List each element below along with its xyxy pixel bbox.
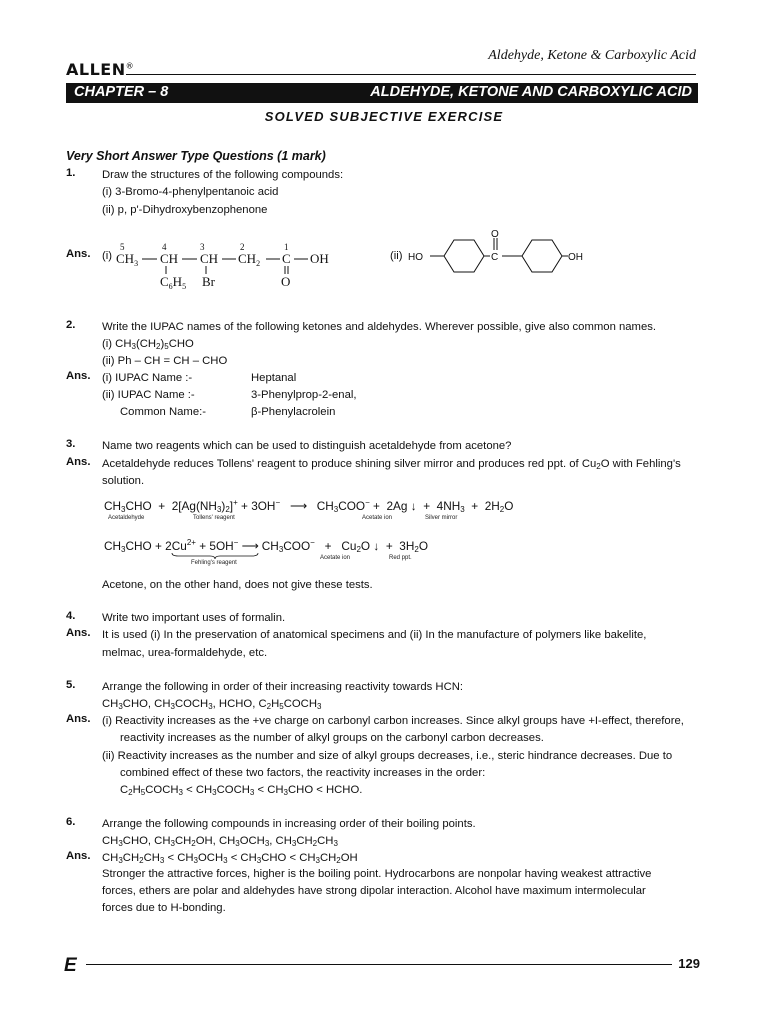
q6-number: 6. — [66, 816, 76, 828]
structure-dihydroxybenzophenone — [408, 228, 588, 286]
label-acetate-ion-2: Acetate ion — [320, 555, 351, 561]
footer-letter: E — [64, 955, 77, 976]
q6-para-1: Stronger the attractive forces, higher is the boiling point. Hydrocarbons are nonpolar having weakest attractive — [102, 868, 652, 880]
tollens-equation: $CH_3CHO + 2[Ag(NH_3)_2]^+ + 3OH^-$ ⟶ $CH_3COO^- + 2Ag$ ↓ + $4NH_3 + 2H_2O$ — [104, 498, 514, 514]
q1-part-i: (i) 3-Bromo-4-phenylpentanoic acid — [102, 186, 279, 198]
q3-ans-label: Ans. — [66, 456, 91, 468]
fehling-equation: $CH_3CHO + 2Cu^{2+} + 5OH^-$ ⟶ $CH_3COO^- + Cu_2O$ ↓ + $3H_2O$ — [104, 538, 428, 554]
q5-compounds: $CH_3CHO$, $CH_3COCH_3$, HCHO, $C_2H_5COCH_3$ — [102, 698, 322, 711]
svg-text:O: O — [281, 274, 291, 289]
q5-ans-label: Ans. — [66, 713, 91, 725]
chapter-bar — [66, 83, 698, 103]
q4-ans-label: Ans. — [66, 627, 91, 639]
label-red-ppt: Red ppt. — [389, 555, 412, 561]
q2-ans-i-label: (i) IUPAC Name :- — [102, 372, 193, 384]
page-number: 129 — [678, 956, 700, 971]
label-silver-mirror: Silver mirror — [425, 515, 458, 521]
svg-text:5: 5 — [120, 242, 125, 252]
allen-logo: ALLEN® — [66, 60, 135, 79]
footer-rule — [86, 964, 672, 965]
q6-ans-label: Ans. — [66, 850, 91, 862]
q3-footer: Acetone, on the other hand, does not give these tests. — [102, 579, 373, 591]
q5-ans-ii-2: combined effect of these two factors, the reactivity increases in the order: — [120, 767, 486, 779]
svg-text:HO: HO — [408, 252, 423, 263]
q6-para-3: forces due to H-bonding. — [102, 902, 226, 914]
q3-ans-text-2: solution. — [102, 475, 145, 487]
q6-order: $CH_3CH_2CH_3 < CH_3OCH_3 < CH_3CHO < CH_3CH_2OH$ — [102, 852, 358, 865]
svg-text:4: 4 — [162, 242, 167, 252]
label-acetaldehyde: Acetaldehyde — [108, 515, 145, 521]
svg-text:C: C — [282, 251, 291, 266]
svg-text:Br: Br — [202, 274, 215, 289]
fehling-brace — [170, 552, 260, 560]
q4-ans-line-2: melmac, urea-formaldehyde, etc. — [102, 647, 268, 659]
q5-ans-ii-1: (ii) Reactivity increases as the number and size of alkyl groups decreases, i.e., steric hindrance decreases. Due to — [102, 750, 673, 762]
book-title: Aldehyde, Ketone & Carboxylic Acid — [488, 48, 696, 63]
q1-ans-i: (i) — [102, 250, 113, 262]
header-rule — [126, 74, 696, 75]
q2-ans-ii-value: 3-Phenylprop-2-enal, — [251, 389, 357, 401]
q2-ans-i-value: Heptanal — [251, 372, 297, 384]
q2-ans-ii-label: (ii) IUPAC Name :- — [102, 389, 195, 401]
q2-text: Write the IUPAC names of the following ketones and aldehydes. Wherever possible, give also common names. — [102, 321, 657, 333]
svg-text:CH3: $CH_3$ — [116, 251, 139, 268]
chapter-label: CHAPTER – 8 — [74, 84, 169, 100]
svg-text:CH: CH — [200, 251, 219, 266]
svg-text:O: O — [491, 229, 499, 240]
q2-part-i: (i) $CH_3(CH_2)_5CHO$ — [102, 338, 194, 351]
svg-text:C: C — [491, 252, 499, 263]
q1-ans-label: Ans. — [66, 248, 91, 260]
section-heading: Very Short Answer Type Questions (1 mark) — [66, 149, 326, 163]
svg-text:1: 1 — [284, 242, 289, 252]
q5-order: $C_2H_5COCH_3$ < $CH_3COCH_3 < CH_3CHO$ < HCHO. — [120, 784, 363, 797]
q1-number: 1. — [66, 167, 76, 179]
q2-number: 2. — [66, 319, 76, 331]
q3-number: 3. — [66, 438, 76, 450]
label-tollens-reagent: Tollens' reagent — [193, 515, 235, 521]
label-acetate-ion-1: Acetate ion — [362, 515, 393, 521]
q1-part-ii: (ii) p, p'-Dihydroxybenzophenone — [102, 204, 268, 216]
q6-text: Arrange the following compounds in increasing order of their boiling points. — [102, 818, 476, 830]
q2-ans-label: Ans. — [66, 370, 91, 382]
q3-text: Name two reagents which can be used to distinguish acetaldehyde from acetone? — [102, 440, 512, 452]
q4-number: 4. — [66, 610, 76, 622]
subtitle: SOLVED SUBJECTIVE EXERCISE — [264, 109, 504, 124]
q5-text: Arrange the following in order of their increasing reactivity towards HCN: — [102, 681, 464, 693]
q6-para-2: forces, ethers are polar and aldehydes have strong dipolar interaction. Alcohol have maximum intermolecular — [102, 885, 646, 897]
q1-ans-ii: (ii) — [390, 250, 403, 262]
q4-ans-line-1: It is used (i) In the preservation of anatomical specimens and (ii) In the manufacture of polymers like bakelite, — [102, 629, 647, 641]
svg-text:2: 2 — [240, 242, 245, 252]
q2-common-label: Common Name:- — [120, 406, 207, 418]
chapter-title: ALDEHYDE, KETONE AND CARBOXYLIC ACID — [370, 84, 692, 100]
svg-text:3: 3 — [200, 242, 205, 252]
q5-ans-i-1: (i) Reactivity increases as the +ve charge on carbonyl carbon increases. Since alkyl groups have +I-effect, therefore, — [102, 715, 684, 727]
q3-ans-text: Acetaldehyde reduces Tollens' reagent to produce shining silver mirror and produces red ppt. of $Cu_2O$ with Fehling's — [102, 458, 681, 471]
svg-text:CH: CH — [160, 251, 179, 266]
q2-common-value: β-Phenylacrolein — [251, 406, 336, 418]
q2-part-ii: (ii) Ph – CH = CH – CHO — [102, 355, 228, 367]
svg-text:OH: OH — [568, 252, 583, 263]
q4-text: Write two important uses of formalin. — [102, 612, 286, 624]
svg-text:OH: OH — [310, 251, 329, 266]
svg-text:CH2: $CH_2$ — [238, 251, 261, 268]
q5-ans-i-2: reactivity increases as the number of alkyl groups on the carbonyl carbon decreases. — [120, 732, 544, 744]
q6-compounds: $CH_3CHO$, $CH_3CH_2OH$, $CH_3OCH_3$, $CH_3CH_2CH_3$ — [102, 835, 338, 848]
svg-text:C6H5: $C_6H_5$ — [160, 274, 187, 291]
q5-number: 5. — [66, 679, 76, 691]
label-fehlings-reagent: Fehling's reagent — [191, 560, 237, 566]
structure-bromo-phenylpentanoic-acid — [112, 238, 342, 296]
q1-text: Draw the structures of the following compounds: — [102, 169, 344, 181]
